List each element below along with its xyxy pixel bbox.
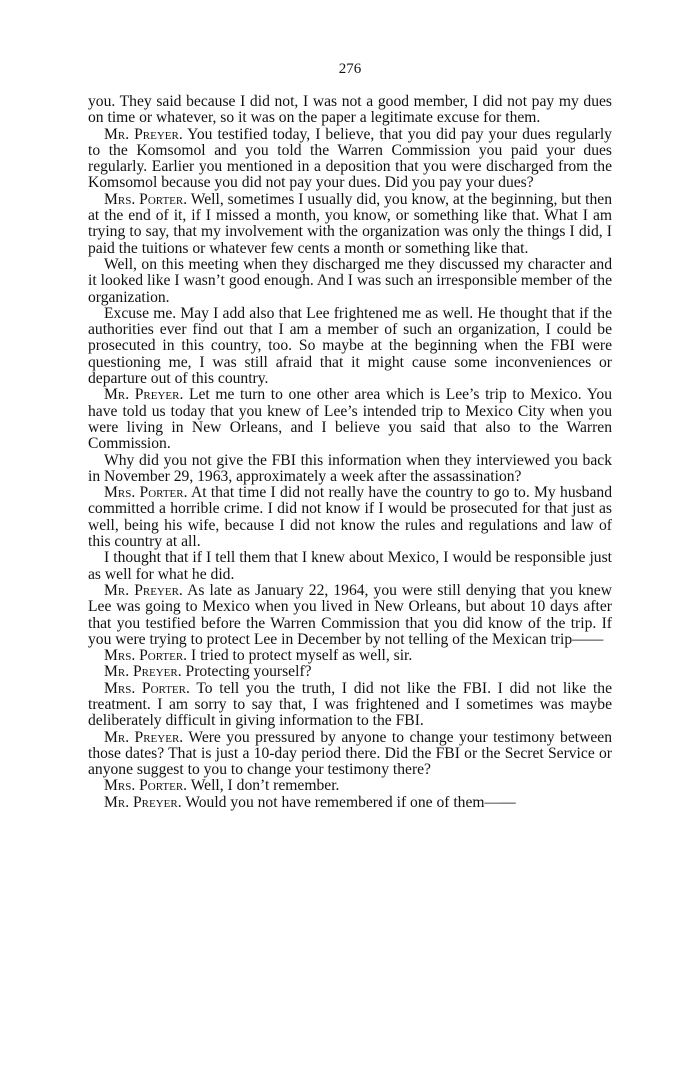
transcript-paragraph [88,453,612,486]
transcript-body [88,94,612,811]
transcript-paragraph [88,550,612,583]
paragraph-text: Let me turn to one other area which is Lee’s trip to Mexico. You have told us today that you knew of Lee’s intended trip to Mexico City when you were living in New Orleans, and I believe you said that also to the Warren Commission. [88,386,612,453]
page-number: 276 [338,61,362,77]
speaker-label: Mr. Preyer. [104,793,182,811]
transcript-paragraph [88,583,612,648]
transcript-paragraph [88,648,612,664]
transcript-paragraph [88,257,612,306]
paragraph-text: you. They said because I did not, I was not a good member, I did not pay my dues on time or whatever, so it was on the paper a legitimate excuse for them. [88,93,612,127]
paragraph-text: Well, on this meeting when they discharged me they discussed my character and it looked like I wasn’t good enough. And I was such an irresponsible member of the organization. [88,255,612,306]
paragraph-text: As late as January 22, 1964, you were still denying that you knew Lee was going to Mexico when you lived in New Orleans, but about 10 days after that you testified before the Warren Commission that you did know of the trip. If you were trying to protect Lee in December by not telling of the Mexican trip—— [88,581,612,648]
paragraph-text: At that time I did not really have the country to go to. My husband committed a horrible crime. I did not know if I would be prosecuted for that just as well, being his wife, because I did not know the rules and regulations and law of this country at all. [88,484,612,551]
transcript-paragraph [88,485,612,550]
paragraph-text: I thought that if I tell them that I knew about Mexico, I would be responsible just as well for what he did. [88,549,612,583]
speaker-label: Mr. Preyer. [104,386,184,404]
speaker-label: Mrs. Porter. [104,190,188,208]
paragraph-text: Why did you not give the FBI this information when they interviewed you back in November 29, 1963, approximately a week after the assassination? [88,451,612,485]
speaker-label: Mr. Preyer. [104,125,183,143]
paragraph-text: Well, I don’t remember. [187,777,340,795]
paragraph-text: I tried to protect myself as well, sir. [187,647,413,665]
paragraph-text: Protecting yourself? [181,663,312,681]
paragraph-text: To tell you the truth, I did not like the FBI. I did not like the treatment. I am sorry to say that, I was frightened and I sometimes was maybe deliberately difficult in giving information to the FBI. [88,679,612,730]
transcript-paragraph [88,387,612,452]
speaker-label: Mrs. Porter. [104,777,188,795]
speaker-label: Mrs. Porter. [104,679,190,697]
paragraph-text: Well, sometimes I usually did, you know, at the beginning, but then at the end of it, if I missed a month, you know, or something like that. What I am trying to say, that my involvement with the organization was only the things I did, I paid the tuitions or whatever few cents a month or something like that. [88,190,612,257]
speaker-label: Mrs. Porter. [104,484,188,502]
transcript-paragraph [88,192,612,257]
speaker-label: Mr. Preyer. [104,663,182,681]
transcript-paragraph [88,664,612,680]
transcript-paragraph [88,94,612,127]
speaker-label: Mr. Preyer. [104,581,183,599]
speaker-label: Mr. Preyer. [104,728,184,746]
transcript-paragraph [88,778,612,794]
paragraph-text: You testified today, I believe, that you did pay your dues regularly to the Komsomol and you told the Warren Commission you paid your dues regularly. Earlier you mentioned in a deposition that you were discharged from the Komsomol because you did not pay your dues. Did you pay your dues? [88,125,612,192]
transcript-paragraph [88,730,612,779]
paragraph-text: Would you not have remembered if one of them—— [181,793,516,811]
transcript-paragraph [88,127,612,192]
paragraph-text: Were you pressured by anyone to change your testimony between those dates? That is just a 10-day period there. Did the FBI or the Secret Service or anyone suggest to you to change your testimony there? [88,728,612,779]
transcript-paragraph [88,795,612,811]
transcript-paragraph [88,306,612,387]
transcript-paragraph [88,681,612,730]
document-page [88,60,612,811]
speaker-label: Mrs. Porter. [104,647,188,665]
paragraph-text: Excuse me. May I add also that Lee frightened me as well. He thought that if the authorities ever find out that I am a member of such an organization, I could be prosecuted in this country, too. So maybe at the beginning when the FBI were questioning me, I was still afraid that it might cause some inconveniences or departure out of this country. [88,304,612,388]
